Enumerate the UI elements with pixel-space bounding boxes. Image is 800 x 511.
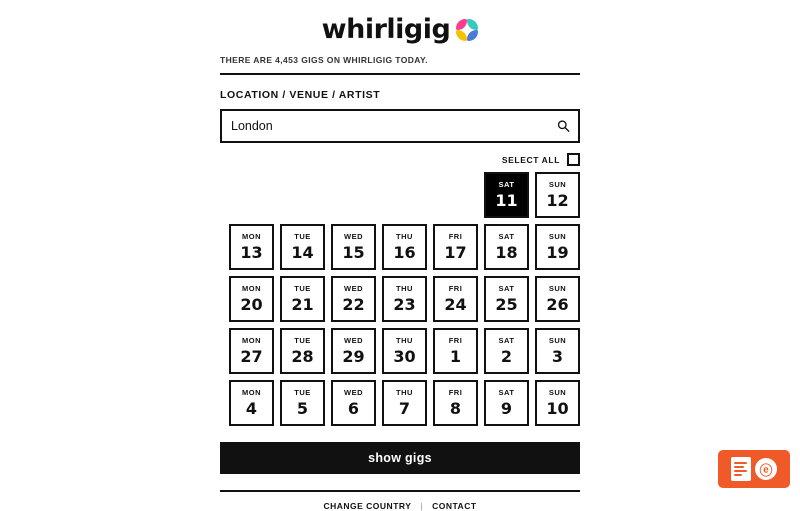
calendar-day-number: 19	[546, 242, 569, 262]
calendar-day-dow: SAT	[498, 180, 515, 190]
calendar-day-dow: SAT	[498, 232, 515, 242]
search-label: LOCATION / VENUE / ARTIST	[220, 89, 381, 101]
calendar-week-row	[220, 224, 580, 270]
calendar-day-number: 28	[291, 346, 314, 366]
calendar-day-sun-12[interactable]	[535, 172, 580, 218]
calendar-day-dow: FRI	[448, 284, 463, 294]
calendar-day-tue-5[interactable]	[280, 380, 325, 426]
calendar-day-thu-7[interactable]	[382, 380, 427, 426]
date-calendar[interactable]	[220, 172, 580, 426]
calendar-day-thu-23[interactable]	[382, 276, 427, 322]
calendar-day-empty	[382, 172, 427, 218]
calendar-day-number: 21	[291, 294, 314, 314]
page-title: whirligig	[321, 14, 451, 45]
contact-link[interactable]: CONTACT	[432, 501, 477, 511]
calendar-day-thu-16[interactable]	[382, 224, 427, 270]
calendar-day-number: 11	[495, 190, 518, 210]
calendar-day-sat-11[interactable]	[484, 172, 529, 218]
calendar-day-number: 22	[342, 294, 365, 314]
calendar-day-number: 18	[495, 242, 518, 262]
calendar-day-number: 5	[296, 398, 309, 418]
calendar-day-number: 27	[240, 346, 263, 366]
calendar-day-tue-28[interactable]	[280, 328, 325, 374]
calendar-day-fri-8[interactable]	[433, 380, 478, 426]
calendar-day-mon-20[interactable]	[229, 276, 274, 322]
calendar-day-mon-13[interactable]	[229, 224, 274, 270]
calendar-day-thu-30[interactable]	[382, 328, 427, 374]
calendar-day-dow: TUE	[294, 336, 311, 346]
calendar-day-number: 9	[500, 398, 513, 418]
calendar-day-dow: TUE	[294, 232, 311, 242]
calendar-day-number: 4	[245, 398, 258, 418]
calendar-day-dow: THU	[396, 388, 413, 398]
calendar-day-dow: SUN	[548, 336, 567, 346]
calendar-day-number: 2	[500, 346, 513, 366]
calendar-day-dow: TUE	[294, 284, 311, 294]
calendar-day-dow: SUN	[548, 232, 567, 242]
accessibility-widget[interactable]	[718, 450, 790, 488]
main-container	[220, 0, 580, 511]
calendar-day-sun-19[interactable]	[535, 224, 580, 270]
calendar-day-number: 25	[495, 294, 518, 314]
calendar-day-dow: FRI	[448, 232, 463, 242]
calendar-day-number: 14	[291, 242, 314, 262]
calendar-day-empty	[433, 172, 478, 218]
calendar-day-number: 24	[444, 294, 467, 314]
calendar-day-number: 23	[393, 294, 416, 314]
change-country-link[interactable]: CHANGE COUNTRY	[323, 501, 412, 511]
calendar-day-dow: SAT	[498, 336, 515, 346]
calendar-day-dow: FRI	[448, 336, 463, 346]
calendar-day-dow: MON	[242, 232, 261, 242]
calendar-day-dow: SUN	[548, 284, 567, 294]
calendar-day-number: 6	[347, 398, 360, 418]
calendar-day-number: 12	[546, 190, 569, 210]
calendar-day-dow: MON	[242, 388, 261, 398]
calendar-day-dow: WED	[344, 388, 363, 398]
calendar-day-number: 1	[449, 346, 462, 366]
calendar-day-dow: WED	[344, 336, 363, 346]
calendar-day-wed-29[interactable]	[331, 328, 376, 374]
calendar-day-dow: THU	[396, 232, 413, 242]
calendar-day-number: 8	[449, 398, 462, 418]
calendar-day-mon-27[interactable]	[229, 328, 274, 374]
calendar-day-number: 30	[393, 346, 416, 366]
calendar-day-mon-4[interactable]	[229, 380, 274, 426]
calendar-day-dow: SUN	[548, 388, 567, 398]
calendar-day-number: 20	[240, 294, 263, 314]
calendar-day-sat-9[interactable]	[484, 380, 529, 426]
calendar-day-dow: WED	[344, 284, 363, 294]
calendar-day-wed-15[interactable]	[331, 224, 376, 270]
search-input[interactable]	[222, 111, 578, 141]
calendar-day-dow: FRI	[448, 388, 463, 398]
calendar-day-tue-14[interactable]	[280, 224, 325, 270]
calendar-day-dow: THU	[396, 336, 413, 346]
calendar-day-number: 17	[444, 242, 467, 262]
show-gigs-button[interactable]: show gigs	[220, 442, 580, 474]
select-all-row[interactable]	[220, 153, 580, 166]
calendar-day-number: 29	[342, 346, 365, 366]
calendar-day-fri-17[interactable]	[433, 224, 478, 270]
calendar-week-row	[220, 172, 580, 218]
calendar-day-dow: MON	[242, 284, 261, 294]
calendar-day-dow: SAT	[498, 388, 515, 398]
four-square-logo-icon	[456, 19, 478, 41]
search-box[interactable]	[220, 109, 580, 143]
tagline: THERE ARE 4,453 GIGS ON WHIRLIGIG TODAY.	[220, 55, 580, 75]
calendar-day-sat-18[interactable]	[484, 224, 529, 270]
calendar-day-number: 10	[546, 398, 569, 418]
footer	[220, 490, 580, 511]
footer-separator: |	[420, 501, 424, 511]
calendar-day-sat-25[interactable]	[484, 276, 529, 322]
calendar-day-empty	[331, 172, 376, 218]
calendar-day-sun-10[interactable]	[535, 380, 580, 426]
calendar-day-fri-24[interactable]	[433, 276, 478, 322]
calendar-day-wed-6[interactable]	[331, 380, 376, 426]
calendar-day-dow: WED	[344, 232, 363, 242]
calendar-day-fri-1[interactable]	[433, 328, 478, 374]
calendar-day-empty	[229, 172, 274, 218]
calendar-day-number: 7	[398, 398, 411, 418]
accessibility-circle-icon[interactable]: ⓔ	[755, 458, 777, 480]
calendar-day-dow: THU	[396, 284, 413, 294]
calendar-day-empty	[280, 172, 325, 218]
calendar-day-number: 13	[240, 242, 263, 262]
document-lines-icon	[731, 457, 751, 481]
calendar-day-number: 26	[546, 294, 569, 314]
calendar-day-number: 15	[342, 242, 365, 262]
calendar-day-number: 3	[551, 346, 564, 366]
site-header	[220, 14, 580, 45]
calendar-week-row	[220, 276, 580, 322]
calendar-day-wed-22[interactable]	[331, 276, 376, 322]
calendar-day-dow: SUN	[548, 180, 567, 190]
calendar-day-number: 16	[393, 242, 416, 262]
select-all-checkbox[interactable]	[567, 153, 580, 166]
calendar-day-sun-3[interactable]	[535, 328, 580, 374]
calendar-week-row	[220, 328, 580, 374]
calendar-week-row	[220, 380, 580, 426]
calendar-day-dow: TUE	[294, 388, 311, 398]
calendar-day-sun-26[interactable]	[535, 276, 580, 322]
calendar-day-dow: SAT	[498, 284, 515, 294]
calendar-day-tue-21[interactable]	[280, 276, 325, 322]
calendar-day-sat-2[interactable]	[484, 328, 529, 374]
select-all-label: SELECT ALL	[501, 154, 560, 165]
calendar-day-dow: MON	[242, 336, 261, 346]
